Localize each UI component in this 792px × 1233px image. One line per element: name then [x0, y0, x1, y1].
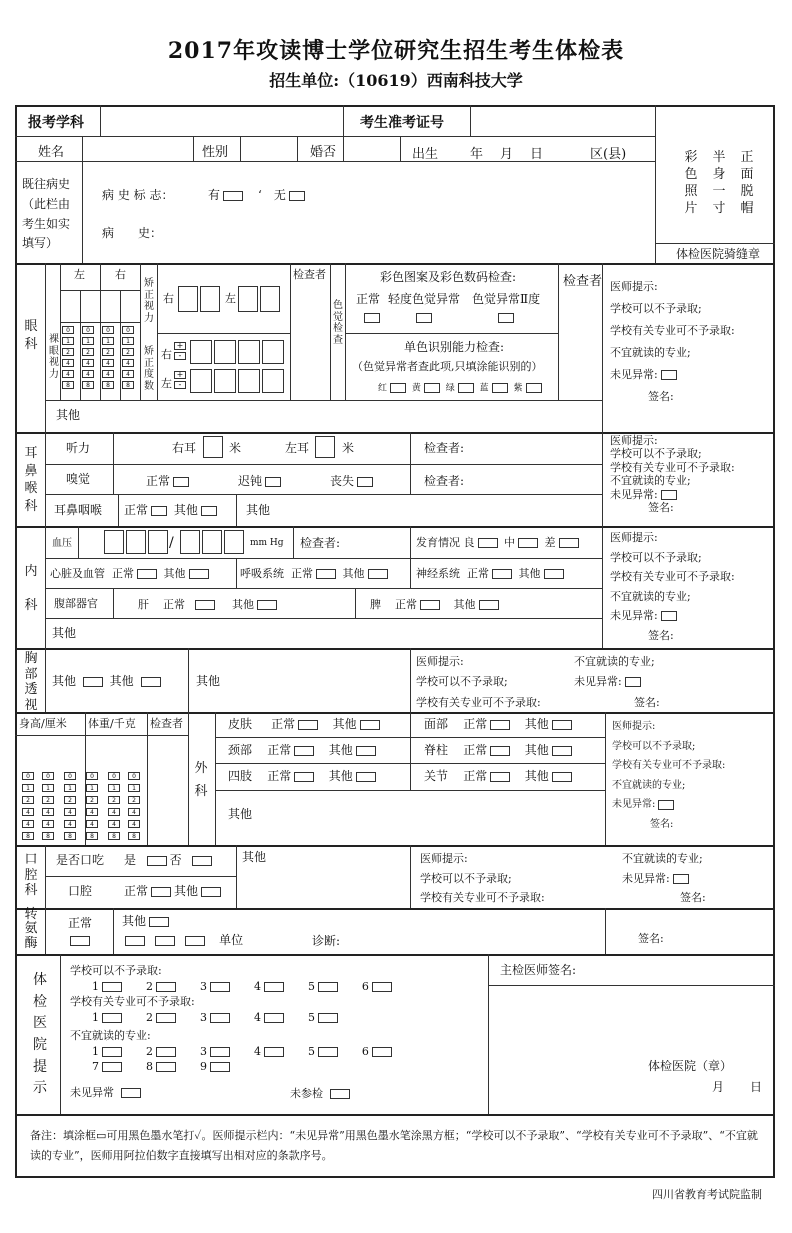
- summary-unsuitable: 不宜就读的专业:: [70, 1029, 151, 1042]
- sum-box[interactable]: [156, 1062, 176, 1072]
- eye-normal-checkbox[interactable]: [661, 370, 677, 380]
- liver-other-checkbox[interactable]: [257, 600, 277, 610]
- mouth-normal-checkbox[interactable]: [151, 887, 171, 897]
- cv-left-box2[interactable]: [260, 286, 280, 312]
- hw-digit-box[interactable]: 8: [42, 832, 54, 840]
- stutter-yes-checkbox[interactable]: [147, 856, 167, 866]
- weight-label: 体重/千克: [88, 717, 136, 730]
- summary-not-attend: 未参检: [290, 1087, 353, 1101]
- hw-digit-box[interactable]: 2: [64, 796, 76, 804]
- meter-label: 米: [342, 441, 355, 455]
- corrected-vision-label: 矫正视力: [144, 278, 154, 324]
- mono-note: （色觉异常者查此项,只填涂能识别的）: [352, 360, 543, 373]
- sum-box[interactable]: [372, 1047, 392, 1057]
- hw-digit-box[interactable]: 4: [64, 808, 76, 816]
- chest-other-checkbox-2[interactable]: [141, 677, 161, 687]
- rule: [655, 243, 775, 244]
- bp-box[interactable]: [148, 530, 168, 554]
- sum-box[interactable]: [318, 1013, 338, 1023]
- vision-digit-box[interactable]: 4: [102, 359, 114, 367]
- color-test-label: 彩色图案及彩色数码检查:: [380, 270, 517, 284]
- sum-box[interactable]: [318, 982, 338, 992]
- hw-digit-box[interactable]: 0: [108, 772, 120, 780]
- sum-box[interactable]: [210, 1062, 230, 1072]
- red-checkbox[interactable]: [390, 383, 406, 393]
- district-label: 区(县): [590, 147, 627, 162]
- smell-normal-checkbox[interactable]: [173, 477, 189, 487]
- limbs-row: 四肢 正常 其他: [228, 769, 379, 785]
- sum-box[interactable]: [210, 1047, 230, 1057]
- neck-normal-checkbox[interactable]: [294, 746, 314, 756]
- hw-digit-box[interactable]: 8: [128, 832, 140, 840]
- smell-lost-checkbox[interactable]: [357, 477, 373, 487]
- year-label: 年: [470, 147, 484, 162]
- history-text: 病 史：: [102, 226, 163, 240]
- subject-label: 报考学科: [28, 115, 84, 131]
- summary-row-3: 1 2 3 4 5 6: [92, 1045, 395, 1059]
- sum-box[interactable]: [264, 1013, 284, 1023]
- chest-normal-checkbox[interactable]: [625, 677, 641, 687]
- hw-digit-box[interactable]: 1: [108, 784, 120, 792]
- deg-right-label: 右: [161, 348, 172, 361]
- alt-val-box[interactable]: [185, 936, 205, 946]
- spleen-row: 脾 正常 其他: [370, 598, 502, 612]
- deg-r-box[interactable]: [238, 340, 260, 364]
- breath-row: 呼吸系统 正常 其他: [240, 567, 391, 581]
- vision-digit-box[interactable]: 8: [122, 381, 134, 389]
- exam-no-field[interactable]: [472, 108, 652, 134]
- spine-other-checkbox[interactable]: [552, 746, 572, 756]
- vision-digit-box[interactable]: 0: [62, 326, 74, 334]
- face-normal-checkbox[interactable]: [490, 720, 510, 730]
- vision-digit-box[interactable]: 8: [82, 381, 94, 389]
- vision-digit-box[interactable]: 2: [102, 348, 114, 356]
- yellow-checkbox[interactable]: [424, 383, 440, 393]
- hw-digit-box[interactable]: 4: [128, 808, 140, 816]
- stutter-options: 是 否: [124, 853, 215, 869]
- sum-box[interactable]: [264, 1047, 284, 1057]
- minus-box-r[interactable]: -: [174, 352, 186, 360]
- vision-digit-box[interactable]: 8: [102, 381, 114, 389]
- throat-other-checkbox[interactable]: [201, 506, 217, 516]
- alt-diag-label: 诊断:: [312, 934, 341, 948]
- photo-note-2: 半身一寸: [712, 150, 726, 216]
- eye-other-label: 其他: [56, 408, 81, 422]
- throat-label: 耳鼻咽喉: [54, 503, 103, 517]
- sum-box[interactable]: [264, 982, 284, 992]
- skin-normal-checkbox[interactable]: [298, 720, 318, 730]
- alt-sign-label: 签名:: [638, 932, 664, 945]
- summary-not-admit: 学校可以不予录取:: [70, 964, 162, 977]
- face-row: 面部 正常 其他: [424, 717, 575, 733]
- hospital-seal: 体检医院（章）: [648, 1059, 733, 1073]
- chest-doctor-tip-right: 不宜就读的专业; 未见异常: 签名:: [574, 655, 660, 709]
- sum-box[interactable]: [210, 982, 230, 992]
- vision-digit-box[interactable]: 4: [82, 359, 94, 367]
- page-subtitle: 招生单位:（10619）西南科技大学: [269, 71, 523, 90]
- hw-digit-box[interactable]: 4: [64, 820, 76, 828]
- hw-digit-box[interactable]: 4: [86, 808, 98, 816]
- vision-digit-box[interactable]: 2: [62, 348, 74, 356]
- eye-right-header: 右: [115, 268, 126, 281]
- internal-other-label: 其他: [52, 626, 77, 640]
- chest-doctor-tip: 医师提示: 学校可以不予录取; 学校有关专业可不予录取:: [416, 655, 541, 709]
- vision-digit-box[interactable]: 0: [102, 326, 114, 334]
- purple-checkbox[interactable]: [526, 383, 542, 393]
- alt-normal-label: 正常: [68, 916, 93, 930]
- birth-label: 出生: [412, 147, 439, 162]
- smell-normal: 正常: [146, 474, 192, 490]
- deg-left-label: 左: [161, 377, 172, 390]
- spine-normal-checkbox[interactable]: [490, 746, 510, 756]
- history-label: 既往病史（此栏由考生如实填写）: [22, 177, 71, 251]
- smell-lost: 丧失: [330, 474, 376, 490]
- breath-other-checkbox[interactable]: [368, 569, 388, 579]
- page-title: 2017年攻读博士学位研究生招生考生体检表: [167, 38, 625, 64]
- hw-digit-box[interactable]: 8: [108, 832, 120, 840]
- hw-digit-box[interactable]: 2: [128, 796, 140, 804]
- corrected-degree-label: 矫正度数: [144, 346, 154, 392]
- hw-digit-box[interactable]: 0: [86, 772, 98, 780]
- color-examiner-label: 检查者: [563, 274, 603, 289]
- eye-examiner-label: 检查者: [293, 268, 326, 281]
- color-option-mild: 轻度色觉异常: [388, 292, 461, 306]
- bp-label: 血压: [52, 538, 72, 549]
- plus-box-l[interactable]: +: [174, 371, 186, 379]
- vision-digit-box[interactable]: 4: [122, 359, 134, 367]
- sign-day: 日: [750, 1080, 763, 1094]
- history-mark: 病 史 标 志：: [102, 188, 174, 202]
- exam-no-label: 考生准考证号: [360, 115, 444, 131]
- deg-l-box[interactable]: [190, 369, 212, 393]
- internal-examiner: 检查者:: [300, 536, 341, 550]
- surgery-doctor-tip: 医师提示: 学校可以不予录取; 学校有关专业可不予录取: 不宜就读的专业; 未见异常: 签名:: [612, 721, 726, 830]
- oral-other-text: 其他: [242, 850, 267, 864]
- growth-options: 发育情况 良 中 差: [416, 536, 582, 550]
- smell-dull: 迟钝: [238, 474, 284, 490]
- none-checkbox[interactable]: [289, 191, 305, 201]
- ent-examiner-2: 检查者:: [424, 474, 465, 488]
- summary-major-not-admit: 学校有关专业可不予录取:: [70, 995, 195, 1008]
- cv-right-box1[interactable]: [178, 286, 198, 312]
- hw-digit-box[interactable]: 4: [42, 808, 54, 816]
- summary-normal-seen: 未见异常: [70, 1086, 144, 1100]
- surgery-examiner: 检查者: [150, 717, 183, 730]
- ent-doctor-tip: 医师提示: 学校可以不予录取; 学校有关专业可不予录取: 不宜就读的专业; 未见异常: 签名:: [610, 434, 735, 515]
- hw-digit-box[interactable]: 2: [42, 796, 54, 804]
- internal-normal-checkbox[interactable]: [661, 611, 677, 621]
- deg-l-box[interactable]: [238, 369, 260, 393]
- vision-digit-box[interactable]: 4: [82, 370, 94, 378]
- spleen-normal-checkbox[interactable]: [420, 600, 440, 610]
- vision-digit-box[interactable]: 0: [82, 326, 94, 334]
- hw-digit-box[interactable]: 4: [42, 820, 54, 828]
- hw-digit-box[interactable]: 4: [128, 820, 140, 828]
- vision-digit-box[interactable]: 4: [102, 370, 114, 378]
- throat-other-text: 其他: [246, 503, 271, 517]
- left-ear-box[interactable]: [315, 436, 335, 458]
- color-normal-checkbox[interactable]: [364, 313, 380, 323]
- spleen-other-checkbox[interactable]: [479, 600, 499, 610]
- right-ear-box[interactable]: [203, 436, 223, 458]
- alt-val-box[interactable]: [155, 936, 175, 946]
- alt-other-row: 其他: [122, 914, 172, 930]
- rule: [655, 105, 656, 263]
- vision-digit-box[interactable]: 4: [122, 370, 134, 378]
- mouth-other-checkbox[interactable]: [201, 887, 221, 897]
- bp-box[interactable]: [224, 530, 244, 554]
- hearing-label: 听力: [66, 441, 91, 455]
- alt-val-box[interactable]: [125, 936, 145, 946]
- hw-digit-box[interactable]: 0: [42, 772, 54, 780]
- sum-box[interactable]: [318, 1047, 338, 1057]
- rule: [15, 136, 655, 137]
- abdomen-label: 腹部器官: [54, 597, 98, 610]
- deg-r-box[interactable]: [190, 340, 212, 364]
- vision-digit-box[interactable]: 8: [62, 381, 74, 389]
- sign-month: 月: [712, 1080, 725, 1094]
- rule: [15, 263, 775, 265]
- smell-dull-checkbox[interactable]: [265, 477, 281, 487]
- joint-row: 关节 正常 其他: [424, 769, 575, 785]
- oral-normal-checkbox[interactable]: [673, 874, 689, 884]
- smell-label: 嗅觉: [66, 472, 91, 486]
- hw-digit-box[interactable]: 2: [86, 796, 98, 804]
- liver-row: 肝 正常 其他: [138, 598, 280, 612]
- photo-note-3: 正面脱帽: [740, 150, 754, 216]
- face-other-checkbox[interactable]: [552, 720, 572, 730]
- summary-row-1: 1 2 3 4 5 6: [92, 980, 395, 994]
- vision-digit-box[interactable]: 4: [62, 359, 74, 367]
- plus-box-r[interactable]: +: [174, 342, 186, 350]
- stutter-label: 是否口吃: [56, 853, 105, 867]
- height-label: 身高/厘米: [19, 717, 67, 730]
- mmhg-label: mm Hg: [250, 538, 284, 548]
- limbs-normal-checkbox[interactable]: [294, 772, 314, 782]
- eye-doctor-tip: 医师提示: 学校可以不予录取; 学校有关专业可不予录取: 不宜就读的专业; 未见异常: 签名:: [610, 280, 735, 403]
- ent-normal-checkbox[interactable]: [661, 490, 677, 500]
- vision-digit-box[interactable]: 1: [82, 337, 94, 345]
- neck-row: 颈部 正常 其他: [228, 743, 379, 759]
- surgery-section-label: 外科: [194, 761, 208, 800]
- rule: [15, 161, 655, 162]
- sum-box[interactable]: [102, 982, 122, 992]
- summary-row-4: 7 8 9: [92, 1060, 233, 1074]
- limbs-other-checkbox[interactable]: [356, 772, 376, 782]
- eye-left-header: 左: [74, 268, 85, 281]
- nerve-other-checkbox[interactable]: [544, 569, 564, 579]
- heart-normal-checkbox[interactable]: [137, 569, 157, 579]
- deg-l-box[interactable]: [262, 369, 284, 393]
- meter-label: 米: [229, 441, 242, 455]
- color-option-abnormal: 色觉异常Ⅱ度: [472, 292, 541, 306]
- summary-row-2: 1 2 3 4 5: [92, 1011, 341, 1025]
- hw-digit-box[interactable]: 2: [22, 796, 34, 804]
- bp-slash: /: [169, 535, 174, 551]
- photo-note-1: 彩色照片: [684, 150, 698, 216]
- minus-box-l[interactable]: -: [174, 381, 186, 389]
- alt-normal-checkbox[interactable]: [70, 936, 90, 946]
- summary-section-label: 体检医院提示: [33, 972, 47, 1097]
- mouth-label: 口腔: [68, 884, 93, 898]
- day-label: 日: [530, 147, 544, 162]
- hw-digit-box[interactable]: 8: [64, 832, 76, 840]
- hw-digit-box[interactable]: 4: [22, 820, 34, 828]
- mono-test-label: 单色识别能力检查:: [404, 340, 505, 354]
- bp-box[interactable]: [202, 530, 222, 554]
- joint-other-checkbox[interactable]: [552, 772, 572, 782]
- alt-unit-row: 单位: [122, 933, 243, 949]
- hw-digit-box[interactable]: 2: [108, 796, 120, 804]
- name-label: 姓名: [38, 145, 65, 160]
- color-abnormal-checkbox[interactable]: [498, 313, 514, 323]
- marital-label: 婚否: [310, 145, 337, 160]
- hw-digit-box[interactable]: 1: [128, 784, 140, 792]
- remark-text: 备注：填涂框▭可用黑色墨水笔打✓。医师提示栏内：“未见异常”用黑色墨水笔涂黑方框；“学校可以不予录取”、“学校有关专业可不予录取”、“不宜就读的专业”，医师用阿拉伯数字直接填写出相对应的条款序号。: [30, 1129, 758, 1162]
- vision-digit-box[interactable]: 0: [122, 326, 134, 334]
- liver-normal-checkbox[interactable]: [195, 600, 215, 610]
- vision-digit-box[interactable]: 2: [82, 348, 94, 356]
- history-options: 有 ‘ 无: [208, 188, 308, 204]
- hospital-seal-label: 体检医院骑缝章: [676, 247, 761, 261]
- blue-checkbox[interactable]: [492, 383, 508, 393]
- deg-r-box[interactable]: [262, 340, 284, 364]
- growth-mid-checkbox[interactable]: [518, 538, 538, 548]
- breath-normal-checkbox[interactable]: [316, 569, 336, 579]
- growth-poor-checkbox[interactable]: [559, 538, 579, 548]
- summary-not-attend-checkbox[interactable]: [330, 1089, 350, 1099]
- hw-digit-box[interactable]: 4: [22, 808, 34, 816]
- color-mild-checkbox[interactable]: [416, 313, 432, 323]
- footer-text: 四川省教育考试院监制: [652, 1188, 762, 1201]
- hw-digit-box[interactable]: 8: [86, 832, 98, 840]
- sum-box[interactable]: [156, 1047, 176, 1057]
- internal-doctor-tip: 医师提示: 学校可以不予录取; 学校有关专业可不予录取: 不宜就读的专业; 未见异常: 签名:: [610, 531, 735, 642]
- sum-box[interactable]: [210, 1013, 230, 1023]
- right-ear-label: 右耳: [172, 441, 197, 455]
- surgery-normal-checkbox[interactable]: [658, 800, 674, 810]
- bp-box[interactable]: [104, 530, 124, 554]
- summary-normal-checkbox[interactable]: [121, 1088, 141, 1098]
- deg-r-box[interactable]: [214, 340, 236, 364]
- vision-digit-box[interactable]: 1: [102, 337, 114, 345]
- hw-digit-box[interactable]: 0: [64, 772, 76, 780]
- oral-doctor-tip: 医师提示: 学校可以不予录取; 学校有关专业可不予录取:: [420, 852, 545, 905]
- sum-box[interactable]: [372, 982, 392, 992]
- color-vision-label: 色觉检查: [333, 300, 343, 346]
- cv-right-box2[interactable]: [200, 286, 220, 312]
- throat-options: 正常 其他: [124, 503, 220, 519]
- joint-normal-checkbox[interactable]: [490, 772, 510, 782]
- heart-row: 心脏及血管 正常 其他: [50, 567, 212, 581]
- hw-digit-box[interactable]: 4: [108, 820, 120, 828]
- month-label: 月: [500, 147, 514, 162]
- hw-digit-box[interactable]: 1: [42, 784, 54, 792]
- heart-other-checkbox[interactable]: [189, 569, 209, 579]
- cv-left-label: 左: [225, 292, 236, 305]
- stutter-no-checkbox[interactable]: [192, 856, 212, 866]
- subject-field[interactable]: [102, 108, 340, 134]
- vision-digit-box[interactable]: 4: [62, 370, 74, 378]
- nerve-row: 神经系统 正常 其他: [416, 567, 567, 581]
- sum-box[interactable]: [156, 1013, 176, 1023]
- oral-doctor-tip-right: 不宜就读的专业; 未见异常: 签名:: [622, 852, 706, 905]
- internal-section-label: 内科: [24, 564, 38, 613]
- sum-box[interactable]: [102, 1062, 122, 1072]
- chest-section-label: 胸部透视: [24, 651, 38, 713]
- hw-digit-box[interactable]: 8: [22, 832, 34, 840]
- chief-doctor-sign: 主检医师签名:: [500, 963, 577, 977]
- cv-left-box1[interactable]: [238, 286, 258, 312]
- green-checkbox[interactable]: [458, 383, 474, 393]
- ent-section-label: 耳鼻喉科: [24, 446, 38, 514]
- alt-section-label: 转氨酶: [24, 907, 38, 951]
- neck-other-checkbox[interactable]: [356, 746, 376, 756]
- sum-box[interactable]: [102, 1013, 122, 1023]
- has-checkbox[interactable]: [223, 191, 243, 201]
- left-ear-label: 左耳: [285, 441, 310, 455]
- spine-row: 脊柱 正常 其他: [424, 743, 575, 759]
- hw-digit-box[interactable]: 4: [86, 820, 98, 828]
- nerve-normal-checkbox[interactable]: [492, 569, 512, 579]
- sum-box[interactable]: [102, 1047, 122, 1057]
- naked-vision-label: 裸眼视力: [49, 334, 59, 380]
- hw-digit-box[interactable]: 1: [22, 784, 34, 792]
- vision-digit-box[interactable]: 2: [122, 348, 134, 356]
- growth-good-checkbox[interactable]: [478, 538, 498, 548]
- cv-right-label: 右: [163, 292, 174, 305]
- sum-box[interactable]: [156, 982, 176, 992]
- vision-digit-box[interactable]: 1: [62, 337, 74, 345]
- surgery-other-text: 其他: [228, 807, 253, 821]
- throat-normal-checkbox[interactable]: [151, 506, 167, 516]
- skin-other-checkbox[interactable]: [360, 720, 380, 730]
- gender-label: 性别: [202, 145, 229, 160]
- color-option-normal: 正常: [356, 292, 381, 306]
- hw-digit-box[interactable]: 1: [86, 784, 98, 792]
- mouth-options: 正常 其他: [124, 884, 224, 900]
- eye-section-label: 眼科: [24, 319, 38, 352]
- bp-box[interactable]: [180, 530, 200, 554]
- mono-colors: 红 黄 绿 蓝 紫: [378, 383, 545, 395]
- hw-digit-box[interactable]: 1: [64, 784, 76, 792]
- ent-examiner: 检查者:: [424, 441, 465, 455]
- skin-row: 皮肤 正常 其他: [228, 717, 383, 733]
- deg-l-box[interactable]: [214, 369, 236, 393]
- chest-other-text: 其他: [196, 674, 221, 688]
- hw-digit-box[interactable]: 4: [108, 808, 120, 816]
- vision-digit-box[interactable]: 1: [122, 337, 134, 345]
- chest-other-checkbox-1[interactable]: [83, 677, 103, 687]
- alt-other-checkbox[interactable]: [149, 917, 169, 927]
- bp-box[interactable]: [126, 530, 146, 554]
- oral-section-label: 口腔科: [24, 852, 38, 899]
- hw-digit-box[interactable]: 0: [128, 772, 140, 780]
- chest-other-row: 其他 其他: [52, 674, 164, 690]
- hw-digit-box[interactable]: 0: [22, 772, 34, 780]
